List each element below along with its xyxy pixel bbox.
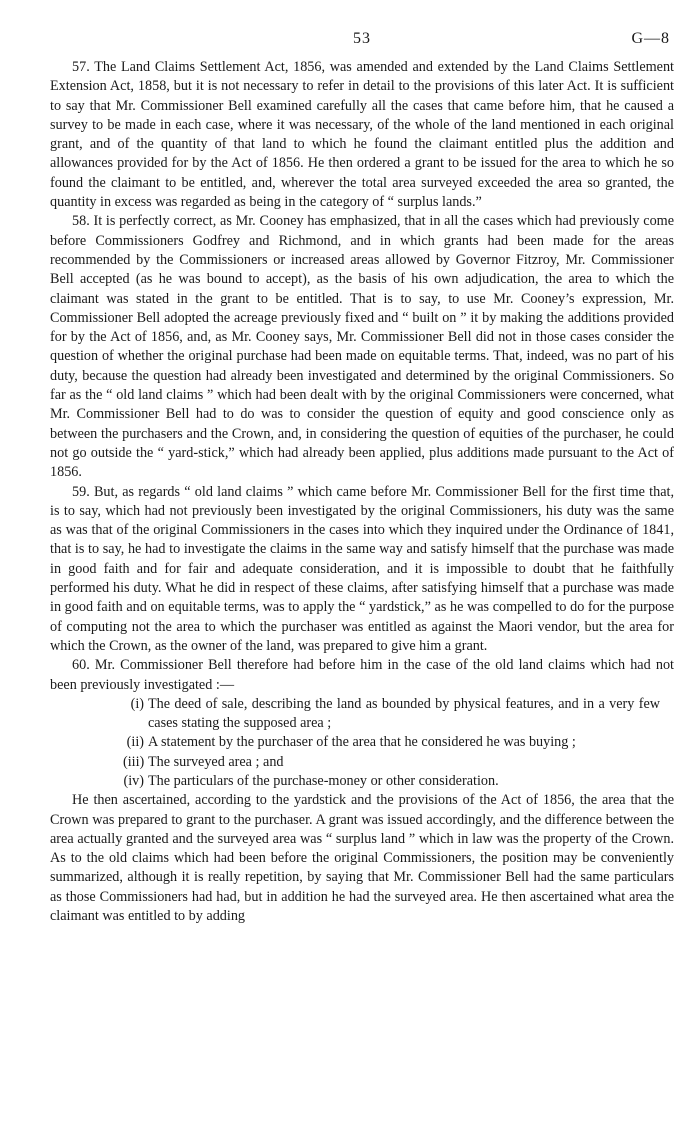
paragraph-58: 58. It is perfectly correct, as Mr. Cooney has emphasized, that in all the cases which had previously come before Commissioners Godfrey and Richmond, and in which grants had been made for the areas recommended by the Commissioners or increased areas allowed by Governor Fitzroy, Mr. Commissioner Bell accepted (as he was bound to accept), as the basis of his own adjudication, the area to which the claimant was stated in the grant to be entitled. That is to say, to use Mr. Cooney’s expression, Mr. Commissioner Bell adopted the acreage previously fixed and “ built on ” it by making the additions provided for by the Act of 1856, and, as Mr. Cooney says, Mr. Commissioner Bell did not in those cases consider the question of whether the original purchase had been made on equitable terms. That, indeed, was no part of his duty, because the question had already been investigated and determined by the original Commissioners. So far as the “ old land claims ” which had been dealt with by the original Commissioners were concerned, what Mr. Commissioner Bell had to do was to consider the question of equity and good conscience only as between the purchasers and the Crown, and, in considering the question of equities of the purchaser, he could not go outside the “ yard-stick,” which had already been applied, plus additions made pursuant to the Act of 1856.	[50, 213, 674, 481]
list-item-text: The surveyed area ; and	[148, 753, 284, 770]
list-item	[100, 733, 660, 752]
list-item-text: A statement by the purchaser of the area that he considered he was buying ;	[148, 734, 576, 751]
list-marker: (i)	[130, 695, 144, 712]
body-text	[50, 58, 674, 926]
list-marker: (ii)	[126, 734, 144, 751]
paragraph-closing: He then ascertained, according to the yardstick and the provisions of the Act of 1856, the area that the Crown was prepared to grant to the purchaser. A grant was issued accordingly, and the difference between the area actually granted and the surveyed area was “ surplus land ” which in law was the property of the Crown. As to the old claims which had been before the original Commissioners, the position may be conveniently summarized, although it is really repetition, by saying that Mr. Commissioner Bell had the same particulars as those Commissioners had had, but in addition he had the surveyed area. He then ascertained what area the claimant was entitled to by adding	[50, 792, 674, 925]
list-item	[100, 753, 660, 772]
paragraph-59: 59. But, as regards “ old land claims ” which came before Mr. Commissioner Bell for the first time that, is to say, which had not previously been investigated by the original Commissioners, his duty was the same as was that of the original Commissioners in the cases into which they inquired under the Ordinance of 1841, that is to say, he had to investigate the claims in the same way and satisfy himself that the purchase was made in good faith and for fair and adequate consideration, and it is impossible to doubt that he faithfully performed his duty. What he did in respect of these claims, after satisfying himself that a purchase was made in good faith and on equitable terms, was to apply the “ yardstick,” as he was compelled to do for the purpose of computing not the area to which the purchaser was entitled as against the Maori vendor, but the area for which the Crown, as the owner of the land, was prepared to give him a grant.	[50, 483, 674, 654]
paragraph-57: 57. The Land Claims Settlement Act, 1856, was amended and extended by the Land Claims Settlement Extension Act, 1858, but it is not necessary to refer in detail to the provisions of this later Act. It is sufficient to say that Mr. Commissioner Bell examined carefully all the cases that came before him, that he caused a survey to be made in each case, where it was necessary, of the whole of the land mentioned in each original grant, and of the quantity of that land to which he found the claimant entitled plus the addition and allowances provided for by the Act of 1856. He then ordered a grant to be issued for the area to which he so found the claimant to be entitled, and, wherever the total area surveyed exceeded the area so granted, the quantity in excess was regarded as being in the category of “ surplus lands.”	[50, 59, 674, 211]
sheet-reference: G—8	[631, 30, 670, 47]
page-number: 53	[353, 30, 371, 47]
list-item	[100, 695, 660, 734]
particulars-list	[50, 695, 674, 791]
list-item-text: The deed of sale, describing the land as bounded by physical features, and in a very few cases stating the supposed area ;	[148, 695, 660, 732]
paragraph-60: 60. Mr. Commissioner Bell therefore had before him in the case of the old land claims which had not been previously investigated :—	[50, 657, 674, 693]
list-marker: (iv)	[123, 772, 144, 789]
page-header	[50, 30, 674, 58]
list-marker: (iii)	[123, 753, 145, 770]
list-item-text: The particulars of the purchase-money or other consideration.	[148, 772, 499, 789]
list-item	[100, 772, 660, 791]
